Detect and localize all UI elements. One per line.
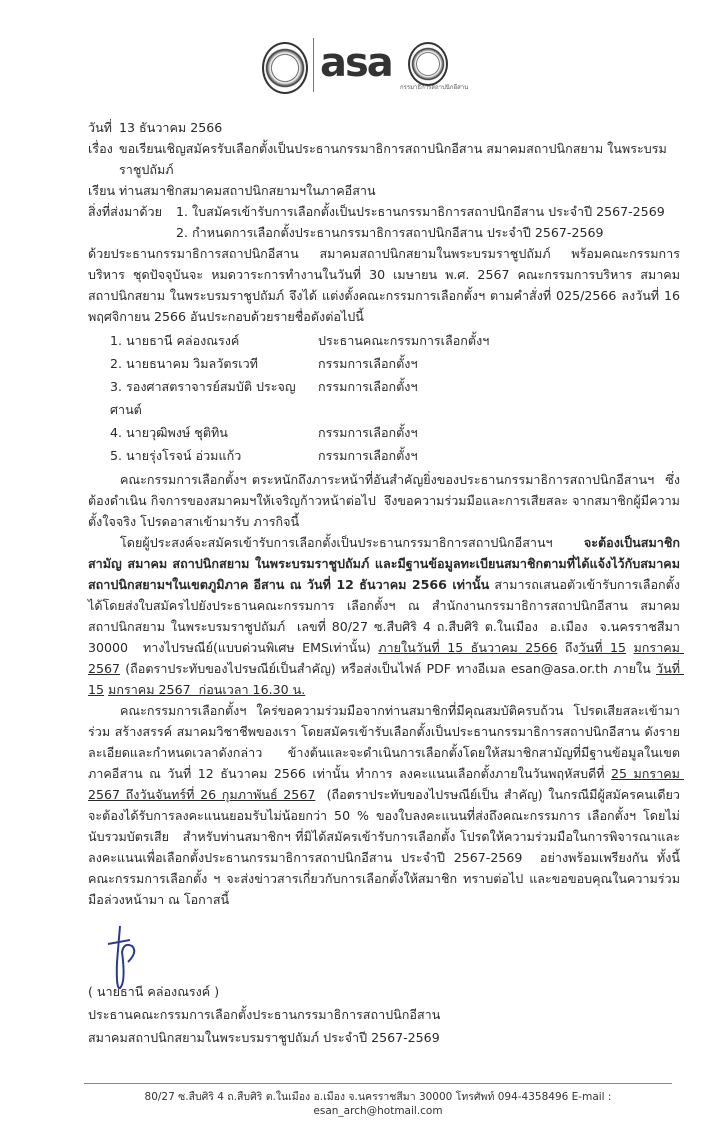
committee-member (110, 329, 680, 352)
bold-text: อีสาน ณ วันที่ 12 ธันวาคม 2566 เท่านั้น (253, 577, 490, 592)
paragraph-voting (88, 700, 685, 910)
paragraph-eligibility (88, 532, 689, 700)
asa-logo: asa (320, 40, 392, 86)
paragraph-responsibility (88, 469, 680, 532)
committee-member-role: กรรมการเลือกตั้งฯ (318, 448, 418, 463)
committee-member-name: 4. นายวุฒิพงษ์ ชุติทิน (110, 425, 228, 440)
underlined-text: 25 มกราคม 2567 ถึงวันจันทร์ที่ 26 กุมภาพันธ์ 2567 (88, 766, 685, 802)
date-value: 13 ธันวาคม 2566 (119, 120, 223, 135)
bold-text: สถาปนิกสยาม ในพระบรมราชูปถัมภ์ และมีฐานข้อมูลทะเบียนสมาชิกตามที่ได้แจ้งไว้กับสมาคมสถาปนิกสยามฯในเขตภูมิภาค (88, 556, 680, 592)
text-segment: ลงคะแนนเพื่อเลือกตั้งประธานกรรมาธิการสถาปนิกอีสาน ประจำปี 2567-2569 อย่างพร้อมเพรียงกัน ทั้งนี้ คณะกรรมการเลือกตั้ง (88, 850, 685, 886)
text-segment: (ถือตราประทับของไปรษณีย์เป็นสำคัญ) หรือส่งเป็นไฟล์ PDF ทางอีเมล esan@asa.or.th ภายใน (120, 661, 657, 676)
attachment-item: 1. ใบสมัครเข้ารับการเลือกตั้งเป็นประธานกรรมาธิการสถาปนิกอีสาน ประจำปี 2567-2569 (176, 204, 665, 219)
text-segment: คณะกรรมการเลือกตั้งฯ ใคร่ขอความร่วมมือจากท่านสมาชิกที่มีคุณสมบัติครบถ้วน โปรดเสียสละเข้ามาร่วม สร้างสรรค์ (88, 703, 680, 739)
bold-text: จะต้องเป็นสมาชิกสามัญ สมาคม (88, 535, 680, 571)
text-segment: สำคัญ) ในกรณีมีผู้สมัครคนเดียว จะต้องได้รับการลงคะแนนยอมรับไม่น้อยกว่า 50 % ของใบลงคะแนนที่ส่งถึงคณะกรรมการ (88, 787, 684, 823)
text-segment: สมาคมวิชาชีพของเรา โดยสมัครเข้ารับเลือกตั้งเป็นประธานกรรมาธิการสถาปนิกอีสาน ดังรายละเอียดและกำหนดเวลาดังกล่าว (88, 724, 680, 760)
committee-member-name: 2. นายธนาคม วิมลวัตรเวที (110, 356, 258, 371)
committee-member-role: กรรมการเลือกตั้งฯ (318, 425, 418, 440)
committee-member-name: 1. นายธานี คล่องณรงค์ (110, 333, 240, 348)
committee-member (110, 375, 680, 421)
attachment-item: 2. กำหนดการเลือกตั้งประธานกรรมาธิการสถาปนิกอีสาน ประจำปี 2567-2569 (176, 225, 604, 240)
signatory-organization: สมาคมสถาปนิกสยามในพระบรมราชูปถัมภ์ ประจำปี 2567-2569 (88, 1030, 440, 1045)
paragraph-line (108, 682, 305, 697)
subject-label: เรื่อง (88, 141, 113, 156)
text-segment: ด้วยประธานกรรมาธิการสถาปนิกอีสาน สมาคมสถาปนิกสยามในพระบรมราชูปถัมภ์ พร้อมคณะกรรมการบริหาร ชุดปัจจุบันจะ (88, 246, 680, 282)
handwritten-signature (100, 922, 150, 994)
text-segment: โดยผู้ประสงค์จะสมัครเข้ารับการเลือกตั้งเป็นประธานกรรมาธิการสถาปนิกอีสานฯ (120, 535, 584, 550)
date-label: วันที่ (88, 120, 112, 135)
committee-list (110, 329, 680, 467)
underlined-text: มกราคม 2567 ก่อนเวลา 16.30 น. (108, 682, 306, 697)
underlined-text: วันที่ 15 (88, 661, 685, 697)
text-segment: แต่งตั้งคณะกรรมการเลือกตั้งฯ ตามคำสั่งที่ 025/2566 ลงวันที่ 16 พฤศจิกายน 2566 อันประกอบด้วยรายชื่อดังต่อไปนี้ (88, 288, 685, 324)
attachments-row (88, 222, 680, 243)
committee-member (110, 444, 680, 467)
signatory-name: ( นายธานี คล่องณรงค์ ) (88, 984, 220, 999)
text-segment: กิจการของสมาคมฯให้เจริญก้าวหน้าต่อไป จึงขอความร่วมมือและการเสียสละ จากสมาชิกผู้มีความตั้งใจจริง โปรดอาสาเข้ามารับ (88, 493, 680, 529)
text-segment: คณะกรรมการเลือกตั้งฯ ตระหนักถึงภาระหน้าที่อันสำคัญยิ่งของประธานกรรมาธิการสถาปนิกอีสานฯ ซึ่งต้องดำเนิน (88, 472, 680, 508)
committee-member-role: ประธานคณะกรรมการเลือกตั้งฯ (318, 333, 490, 348)
text-segment: เลือกตั้งฯ ณ สำนักงานกรรมาธิการสถาปนิกอีสาน สมาคมสถาปนิกสยาม ในพระบรมราชูปถัมภ์ เลขที่ 80/27 ซ.สืบศิริ 4 ถ.สืบศิริ (88, 598, 680, 634)
subject-value: ขอเรียนเชิญสมัครรับเลือกตั้งเป็นประธานกรรมาธิการสถาปนิกอีสาน สมาคมสถาปนิกสยาม ในพระบรมราชูปถัมภ์ (119, 141, 667, 177)
text-segment: ภารกิจนี้ (253, 514, 300, 529)
attachments-row (88, 201, 680, 222)
text-segment: (ถือตราประทับของไปรษณีย์เป็น (315, 787, 499, 802)
text-segment: ต.ในเมือง อ.เมือง จ.นครราชสีมา 30000 ทางไปรษณีย์(แบบด่วนพิเศษ EMSเท่านั้น) (88, 619, 689, 655)
committee-member-role: กรรมการเลือกตั้งฯ (318, 356, 418, 371)
committee-member-role: กรรมการเลือกตั้งฯ (318, 379, 418, 394)
text-segment: ถึง (557, 640, 579, 655)
date-row (88, 117, 680, 138)
recipient-row (88, 180, 680, 201)
signature-block (88, 980, 680, 1049)
signatory-title: ประธานคณะกรรมการเลือกตั้งประธานกรรมาธิการสถาปนิกอีสาน (88, 1007, 441, 1022)
subject-row (88, 138, 680, 180)
text-segment: ลงคะแนนเลือกตั้งภายในวันพฤหัสบดีที่ (399, 766, 612, 781)
committee-member-name: 5. นายรุ่งโรจน์ อ่วมแก้ว (110, 448, 242, 463)
recipient-label: เรียน (88, 183, 116, 198)
paragraph-line (88, 493, 680, 529)
committee-member (110, 352, 680, 375)
text-segment: ข้างต้นและจะดำเนินการเลือกตั้งโดยให้สมาชิกสามัญที่มีฐานข้อมูลในเขตภาคอีสาน ณ วันที่ 12 ธันวาคม 2566 เท่านั้น ทำการ (88, 745, 680, 781)
text-segment: เลือกตั้งฯ โดยไม่นับรวมบัตรเสีย สำหรับท่านสมาชิกฯ ที่มิได้สมัครเข้ารับการเลือกตั้ง โปรดให้ความร่วมมือในการพิจารณาและ (88, 808, 680, 844)
footer-divider (84, 1083, 672, 1118)
text-segment: สามารถเสนอตัวเข้ารับการเลือกตั้งได้โดยส่งใบสมัครไปยังประธานคณะกรรมการ (88, 577, 680, 613)
committee-member-name: 3. รองศาสตราจารย์สมบัติ ประจญศานต์ (110, 379, 296, 417)
footer-address: 80/27 ซ.สืบศิริ 4 ถ.สืบศิริ ต.ในเมือง อ.เมือง จ.นครราชสีมา 30000 โทรศัพท์ 094-4358496 E-mail : esan_arch@hotmail.com (144, 1091, 612, 1117)
paragraph-line (253, 514, 299, 529)
committee-member (110, 421, 680, 444)
underlined-text: มกราคม 2567 (88, 640, 685, 676)
text-segment: หมดวาระการทำงานในวันที่ 30 เมษายน พ.ศ. 2567 คณะกรรมการบริหาร สมาคมสถาปนิกสยาม ในพระบรมราชูปถัมภ์ จึงได้ (88, 267, 680, 303)
underlined-text: ภายในวันที่ 15 ธันวาคม 2566 (378, 640, 558, 655)
seal-caption: กรรมาธิการสถาปนิกอีสาน (400, 84, 469, 91)
recipient-value: ท่านสมาชิกสมาคมสถาปนิกสยามฯในภาคอีสาน (119, 183, 376, 198)
underlined-text: วันที่ 15 (578, 640, 627, 655)
attachments-label: สิ่งที่ส่งมาด้วย (88, 204, 162, 219)
text-segment: ฯ จะส่งข่าวสารเกี่ยวกับการเลือกตั้งให้สมาชิก ทราบต่อไป และขอขอบคุณในความร่วมมือล่วงหน้ามา ณ โอกาสนี้ (88, 871, 680, 907)
paragraph-intro (88, 243, 685, 327)
letter-body (88, 0, 689, 1049)
